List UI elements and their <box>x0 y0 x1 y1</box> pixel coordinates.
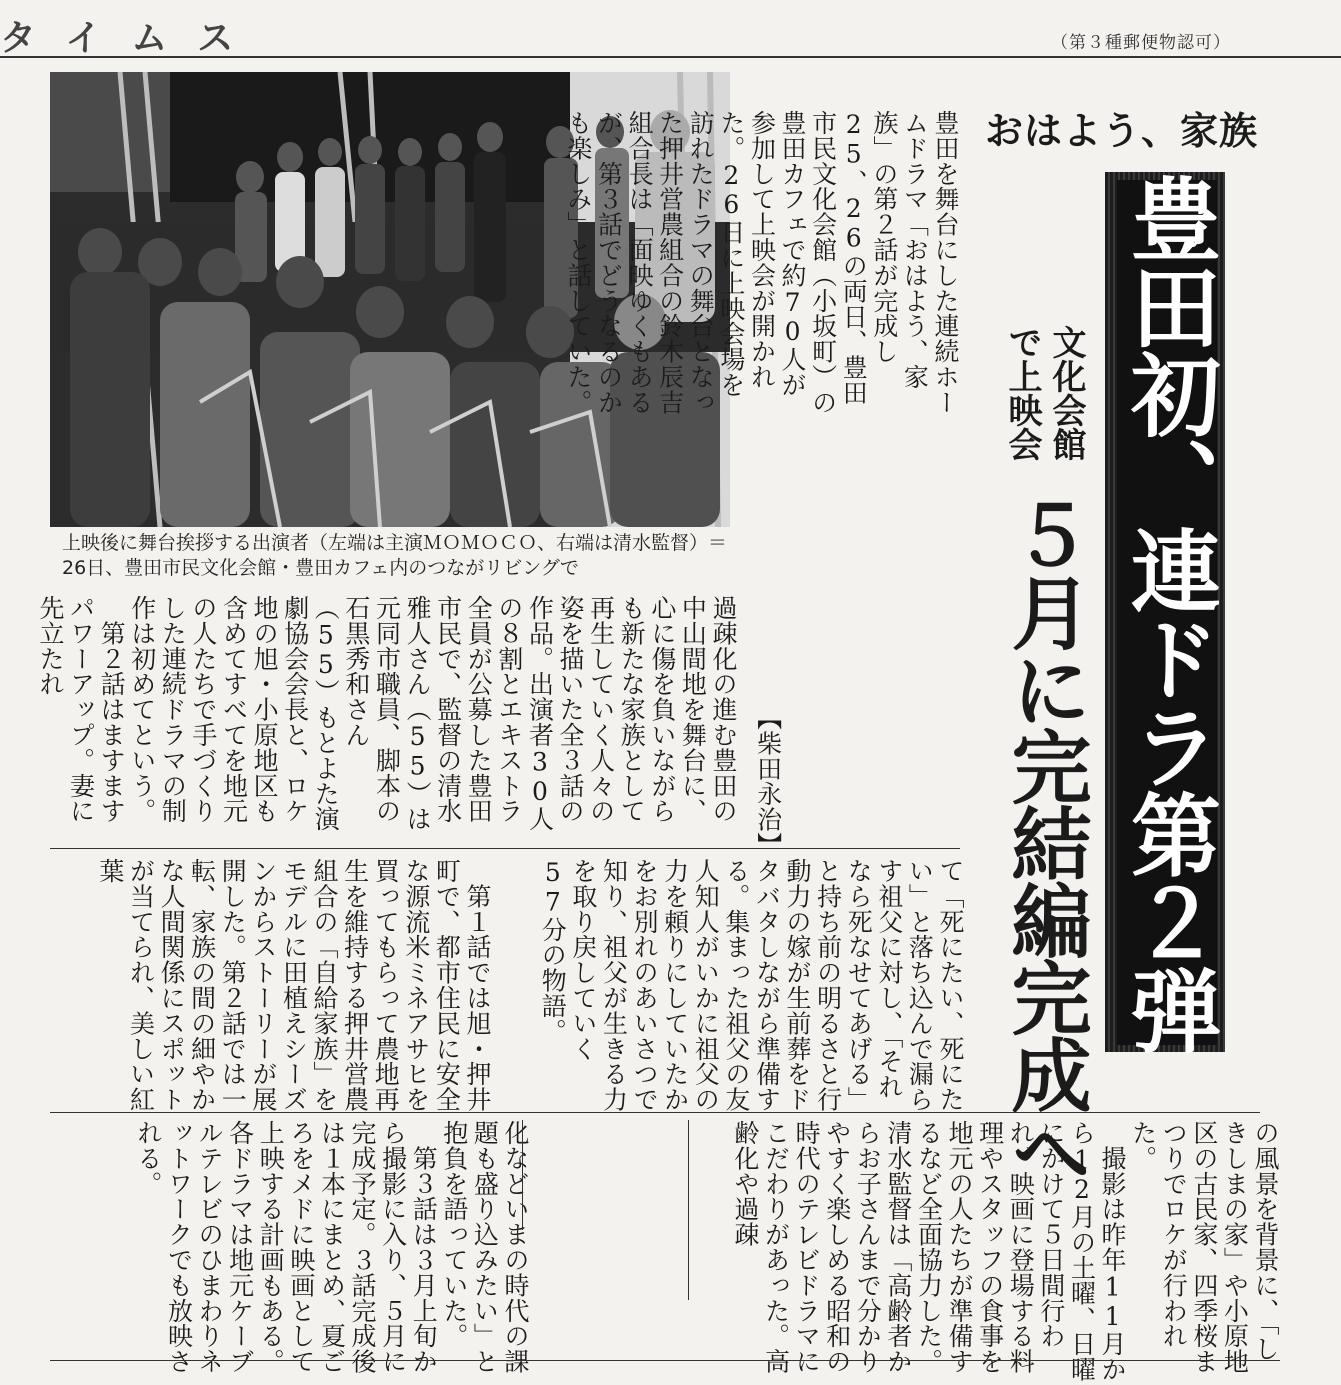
top-rule <box>0 56 1341 58</box>
main-headline: 豊田初、連ドラ第２弾 <box>1115 172 1220 1053</box>
tier-rule-2 <box>50 1112 1260 1113</box>
postal-permit: （第３種郵便物認可） <box>1051 33 1231 53</box>
bottom-rule <box>50 1360 1280 1361</box>
kicker-headline: おはよう、家族 <box>985 109 1259 153</box>
byline: 【柴田永治】 <box>753 705 783 858</box>
lead-paragraph: 豊田を舞台にした連続ホームドラマ「おはよう、家族」の第２話が完成し25、26の両日、豊田市民文化会館（小坂町）の豊田カフェで約70人が参加して上映会が開かれた。26日に上映会場を訪れたドラマの舞台となった押井営農組合の鈴木辰吉組合長は「面映ゆくもあるが、第３話でどうなるのかも楽しみ」と話していた。 <box>563 110 960 415</box>
column-divider-2 <box>522 1120 523 1230</box>
secondary-headline: ５月に完結編完成へ <box>998 495 1092 1188</box>
column-divider-1 <box>688 1120 689 1300</box>
body-column-4-mid: 化などいまの時代の課題も盛り込みたい」と抱負を語っていた。 第３話は３月上旬から撮影に入り、５月に完成予定。３話完成後は１本にまとめ、夏ごろをメドに映画として上映する計画もある。各ドラマは地元ケーブルテレビのひまわりネットワークでも放映される。 <box>133 1120 530 1374</box>
photo-caption: 上映後に舞台挨拶する出演者（左端は主演ＭＯＭＯＣＯ、右端は清水監督）＝26日、豊田市民文化会館・豊田カフェ内のつながリビングで <box>62 532 728 579</box>
body-column-2: 過疎化の進む豊田の中山間地を舞台に、心に傷を負いながらも新たな家族として再生していく人々の姿を描いた全３話の作品。出演者30人の８割とエキストラ全員が公募した豊田市民で、監督の清水雅人さん（55）は元同市職員、脚本の石黒秀和さん（55）もとよた演劇協会会長と、ロケ地の旭・小原地区も含めてすべてを地元の人たちで手づくりした連続ドラマの制作は初めてという。 第２話はますますパワーアップ。妻に先立たれ <box>35 595 738 832</box>
subheadline-line1: 文化会館 <box>1046 325 1086 461</box>
tier-rule-1 <box>50 848 960 849</box>
body-column-3-left: 第１話では旭・押井町で、都市住民に安全な源流米ミネアサヒを買ってもらって農地再生を維持する押井営農組合の「自給家族」をモデルに田植えシーズンからストーリーが展開した。第２話では一転、家族の間の細やかな人間関係にスポットが当てられ、美しい紅葉 <box>95 858 492 1112</box>
masthead-title: タイムス <box>0 18 264 59</box>
subheadline-line2: で上映会 <box>1002 325 1042 461</box>
subheadline <box>1002 325 1086 461</box>
body-column-4-right: の風景を背景に、「しきしまの家」や小原地区の古民家、四季桜まつりでロケが行われた。 撮影は昨年11月から12月の土曜、日曜にかけて５日間行われ、映画に登場する料理やスタッフの食事を地元の人たちが準備するなど全面協力した。清水監督は「高齢者からお子さんまで分かりやすく楽しめる昭和の時代のテレビドラマにこだわりがあった。高齢化や過疎 <box>730 1120 1280 1382</box>
body-column-3-right: て「死にたい、死にたい」と落ち込んで漏らす祖父に対し、「それなら死なせてあげる」と持ち前の明るさと行動力の嫁が生前葬をドタバタしながら準備する。集まった祖父の友人知人がいかに祖父の力を頼りにしていたかをお別れのあいさつで知り、祖父が生きる力を取り戻していく57分の物語。 <box>538 858 965 1112</box>
